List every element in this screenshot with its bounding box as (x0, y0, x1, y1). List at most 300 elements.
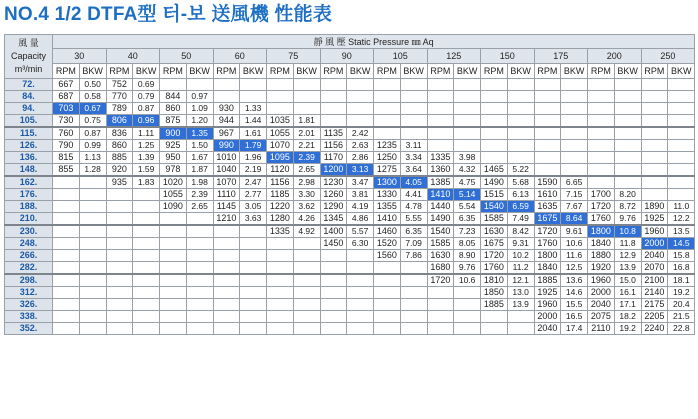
bkw-value: 17.4 (561, 323, 588, 335)
rpm-value: 950 (160, 152, 187, 164)
rpm-value (641, 152, 668, 164)
rpm-value (213, 225, 240, 238)
capacity-header-capacity: Capacity (10, 51, 46, 61)
rpm-value (641, 79, 668, 91)
bkw-value: 3.47 (347, 176, 374, 189)
bkw-value: 9.61 (561, 225, 588, 238)
bkw-value (133, 274, 160, 287)
rpm-value (53, 213, 80, 226)
capacity-value: 352. (5, 323, 53, 335)
bkw-value (347, 115, 374, 128)
rpm-value: 1490 (427, 213, 454, 226)
table-row (5, 262, 695, 275)
bkw-value: 5.57 (347, 225, 374, 238)
rpm-value: 1055 (160, 189, 187, 201)
rpm-value (481, 140, 508, 152)
rpm-value (534, 91, 561, 103)
rpm-value: 1800 (534, 250, 561, 262)
bkw-value: 4.19 (347, 201, 374, 213)
table-row (5, 201, 695, 213)
bkw-value: 7.23 (454, 225, 481, 238)
bkw-value (347, 299, 374, 311)
bkw-value: 1.13 (79, 152, 106, 164)
bkw-value: 2.65 (186, 201, 213, 213)
rpm-value (481, 152, 508, 164)
rpm-value: 2240 (641, 323, 668, 335)
table-row (5, 250, 695, 262)
rpm-value (267, 287, 294, 299)
rpm-value (267, 323, 294, 335)
rpm-value (160, 225, 187, 238)
bkw-value (133, 189, 160, 201)
bkw-value (614, 176, 641, 189)
rpm-value: 978 (160, 164, 187, 177)
bkw-value: 0.75 (79, 115, 106, 128)
bkw-value (561, 103, 588, 115)
rpm-value (588, 79, 615, 91)
capacity-header-airflow: 風 量 (18, 38, 39, 48)
bkw-value: 0.79 (133, 91, 160, 103)
bkw-value: 8.42 (507, 225, 534, 238)
rpm-value: 1450 (320, 238, 347, 250)
rpm-value (534, 79, 561, 91)
rpm-value: 875 (160, 115, 187, 128)
bkw-value (133, 250, 160, 262)
rpm-value: 1156 (320, 140, 347, 152)
rpm-value: 1235 (374, 140, 401, 152)
rpm-value (641, 189, 668, 201)
rpm-value: 1490 (481, 176, 508, 189)
bkw-value (400, 311, 427, 323)
bkw-value: 8.90 (454, 250, 481, 262)
bkw-value (133, 299, 160, 311)
bkw-value (293, 103, 320, 115)
rpm-value (213, 323, 240, 335)
bkw-value (668, 115, 695, 128)
bkw-value: 3.11 (400, 140, 427, 152)
rpm-value: 2205 (641, 311, 668, 323)
bkw-value: 2.77 (240, 189, 267, 201)
rpm-value: 1250 (374, 152, 401, 164)
bkw-value (668, 127, 695, 140)
rpm-value: 1760 (534, 238, 561, 250)
rpm-value (53, 189, 80, 201)
bkw-value (293, 91, 320, 103)
rpm-value (106, 274, 133, 287)
rpm-value: 1440 (427, 201, 454, 213)
bkw-value (186, 311, 213, 323)
bkw-value: 2.21 (293, 140, 320, 152)
rpm-value: 1885 (534, 274, 561, 287)
rpm-value: 900 (160, 127, 187, 140)
rpm-value (106, 213, 133, 226)
bkw-value (454, 79, 481, 91)
bkw-value: 1.35 (186, 127, 213, 140)
rpm-value (641, 115, 668, 128)
bkw-value: 1.67 (186, 152, 213, 164)
bkw-value: 8.64 (561, 213, 588, 226)
bkw-value: 3.30 (293, 189, 320, 201)
rpm-value: 2000 (641, 238, 668, 250)
bkw-value: 1.44 (240, 115, 267, 128)
rpm-value (160, 262, 187, 275)
rpm-value: 1630 (427, 250, 454, 262)
bkw-value (668, 176, 695, 189)
bkw-value: 8.72 (614, 201, 641, 213)
bkw-value (507, 91, 534, 103)
rpm-value: 1885 (481, 299, 508, 311)
rpm-value (427, 287, 454, 299)
rpm-value: 1040 (213, 164, 240, 177)
capacity-value: 84. (5, 91, 53, 103)
bkw-value (293, 79, 320, 91)
rpm-value (481, 103, 508, 115)
rpm-value: 925 (160, 140, 187, 152)
rpm-value (374, 299, 401, 311)
bkw-value (347, 287, 374, 299)
capacity-value: 94. (5, 103, 53, 115)
bkw-value (454, 140, 481, 152)
rpm-value (320, 262, 347, 275)
bkw-value (561, 140, 588, 152)
bkw-value: 3.05 (240, 201, 267, 213)
bkw-value: 13.9 (507, 299, 534, 311)
bkw-value: 4.26 (293, 213, 320, 226)
rpm-value: 1540 (481, 201, 508, 213)
rpm-value: 1200 (320, 164, 347, 177)
bkw-value (133, 323, 160, 335)
rpm-label: RPM (374, 64, 401, 79)
rpm-value: 1290 (320, 201, 347, 213)
bkw-value (133, 238, 160, 250)
bkw-value (614, 152, 641, 164)
rpm-value (374, 79, 401, 91)
bkw-value (79, 287, 106, 299)
bkw-value: 2.63 (347, 140, 374, 152)
rpm-value: 1095 (267, 152, 294, 164)
bkw-value: 6.35 (400, 225, 427, 238)
rpm-value: 1170 (320, 152, 347, 164)
rpm-value: 1680 (427, 262, 454, 275)
static-pressure-header: 靜 風 壓 Static Pressure ㎜ Aq (53, 35, 695, 49)
bkw-value: 15.8 (668, 250, 695, 262)
rpm-value: 2070 (641, 262, 668, 275)
bkw-value (507, 103, 534, 115)
rpm-value (320, 91, 347, 103)
rpm-value (53, 274, 80, 287)
rpm-value (53, 311, 80, 323)
bkw-value (507, 115, 534, 128)
rpm-value (427, 115, 454, 128)
bkw-value (133, 225, 160, 238)
bkw-value: 2.65 (293, 164, 320, 177)
rpm-value (213, 274, 240, 287)
bkw-label: BKW (507, 64, 534, 79)
rpm-value: 1840 (534, 262, 561, 275)
bkw-value (347, 274, 374, 287)
bkw-value (400, 323, 427, 335)
rpm-value (534, 127, 561, 140)
bkw-value: 10.6 (454, 274, 481, 287)
bkw-value (186, 323, 213, 335)
bkw-value (79, 201, 106, 213)
bkw-value: 0.97 (186, 91, 213, 103)
bkw-value (347, 103, 374, 115)
rpm-value: 1720 (481, 250, 508, 262)
pressure-header: 40 (106, 49, 160, 64)
bkw-value: 18.2 (614, 311, 641, 323)
rpm-label: RPM (267, 64, 294, 79)
bkw-value (614, 79, 641, 91)
bkw-value (561, 79, 588, 91)
rpm-value (213, 262, 240, 275)
rpm-value (588, 140, 615, 152)
bkw-value (240, 287, 267, 299)
rpm-value: 1460 (374, 225, 401, 238)
bkw-value: 10.6 (561, 238, 588, 250)
bkw-value (668, 91, 695, 103)
rpm-value: 2040 (534, 323, 561, 335)
bkw-value: 10.8 (614, 225, 641, 238)
bkw-value (347, 262, 374, 275)
rpm-value: 1145 (213, 201, 240, 213)
rpm-value (320, 299, 347, 311)
table-row (5, 103, 695, 115)
rpm-value (106, 225, 133, 238)
bkw-value (79, 176, 106, 189)
rpm-label: RPM (641, 64, 668, 79)
bkw-value (561, 152, 588, 164)
rpm-value: 1760 (588, 213, 615, 226)
bkw-value (240, 299, 267, 311)
rpm-value: 1540 (427, 225, 454, 238)
pressure-header: 175 (534, 49, 588, 64)
rpm-value: 1210 (213, 213, 240, 226)
rpm-value (427, 127, 454, 140)
bkw-value: 13.9 (614, 262, 641, 275)
rpm-value (106, 201, 133, 213)
bkw-label: BKW (293, 64, 320, 79)
table-row (5, 189, 695, 201)
rpm-value: 1840 (588, 238, 615, 250)
table-row (5, 164, 695, 177)
bkw-value: 16.8 (668, 262, 695, 275)
table-row (5, 115, 695, 128)
rpm-value (267, 311, 294, 323)
rpm-value: 1090 (160, 201, 187, 213)
rpm-value (160, 238, 187, 250)
rpm-value: 1335 (267, 225, 294, 238)
rpm-value: 752 (106, 79, 133, 91)
bkw-value: 11.0 (668, 201, 695, 213)
bkw-value: 0.67 (79, 103, 106, 115)
bkw-value: 9.76 (614, 213, 641, 226)
rpm-value: 815 (53, 152, 80, 164)
bkw-value: 13.0 (507, 287, 534, 299)
rpm-value (588, 115, 615, 128)
capacity-value: 188. (5, 201, 53, 213)
bkw-value (240, 311, 267, 323)
rpm-value: 1630 (481, 225, 508, 238)
capacity-value: 176. (5, 189, 53, 201)
rpm-value (106, 287, 133, 299)
bkw-value (293, 238, 320, 250)
capacity-value: 248. (5, 238, 53, 250)
bkw-value: 7.09 (400, 238, 427, 250)
bkw-value (668, 189, 695, 201)
rpm-value: 703 (53, 103, 80, 115)
rpm-value: 730 (53, 115, 80, 128)
rpm-value: 1465 (481, 164, 508, 177)
rpm-value (320, 115, 347, 128)
bkw-value: 10.2 (507, 250, 534, 262)
bkw-value: 3.62 (293, 201, 320, 213)
pressure-header: 90 (320, 49, 374, 64)
bkw-value (133, 213, 160, 226)
bkw-value: 6.13 (507, 189, 534, 201)
bkw-value (454, 311, 481, 323)
table-row (5, 225, 695, 238)
bkw-value (614, 127, 641, 140)
bkw-value: 3.63 (240, 213, 267, 226)
rpm-label: RPM (213, 64, 240, 79)
bkw-value: 22.8 (668, 323, 695, 335)
capacity-value: 230. (5, 225, 53, 238)
bkw-value: 2.19 (240, 164, 267, 177)
rpm-value: 836 (106, 127, 133, 140)
rpm-value (106, 299, 133, 311)
rpm-value: 1960 (534, 299, 561, 311)
rpm-value (267, 79, 294, 91)
rpm-value (53, 262, 80, 275)
rpm-value (427, 140, 454, 152)
rpm-value: 1280 (267, 213, 294, 226)
bkw-value: 4.05 (400, 176, 427, 189)
rpm-value (641, 164, 668, 177)
bkw-value (561, 164, 588, 177)
capacity-value: 326. (5, 299, 53, 311)
rpm-value: 1135 (320, 127, 347, 140)
rpm-value (588, 91, 615, 103)
bkw-value (400, 91, 427, 103)
bkw-value (293, 323, 320, 335)
rpm-value (160, 311, 187, 323)
rpm-value: 1590 (534, 176, 561, 189)
bkw-value: 15.5 (561, 299, 588, 311)
bkw-value (186, 238, 213, 250)
rpm-value (213, 299, 240, 311)
bkw-value (186, 213, 213, 226)
rpm-value: 1070 (267, 140, 294, 152)
bkw-value: 21.5 (668, 311, 695, 323)
rpm-value (53, 238, 80, 250)
rpm-value (267, 103, 294, 115)
rpm-value (374, 103, 401, 115)
rpm-value: 860 (106, 140, 133, 152)
bkw-value (400, 287, 427, 299)
bkw-value (614, 164, 641, 177)
bkw-value: 8.05 (454, 238, 481, 250)
table-row (5, 91, 695, 103)
bkw-value: 3.13 (347, 164, 374, 177)
rpm-value (213, 311, 240, 323)
bkw-value: 13.5 (668, 225, 695, 238)
bkw-value: 4.86 (347, 213, 374, 226)
rpm-value: 790 (53, 140, 80, 152)
bkw-label: BKW (240, 64, 267, 79)
table-row (5, 238, 695, 250)
rpm-value: 1335 (427, 152, 454, 164)
rpm-value: 1230 (320, 176, 347, 189)
bkw-value (507, 311, 534, 323)
bkw-label: BKW (347, 64, 374, 79)
bkw-value (186, 274, 213, 287)
rpm-label: RPM (427, 64, 454, 79)
bkw-value (293, 311, 320, 323)
rpm-label: RPM (481, 64, 508, 79)
rpm-value (160, 79, 187, 91)
rpm-value: 1185 (267, 189, 294, 201)
bkw-value (186, 79, 213, 91)
bkw-value (454, 127, 481, 140)
bkw-value: 7.15 (561, 189, 588, 201)
rpm-value (53, 323, 80, 335)
bkw-value (454, 299, 481, 311)
bkw-value (614, 140, 641, 152)
bkw-value (79, 274, 106, 287)
table-row (5, 127, 695, 140)
rpm-value: 920 (106, 164, 133, 177)
rpm-value (160, 287, 187, 299)
rpm-label: RPM (320, 64, 347, 79)
table-row (5, 176, 695, 189)
bkw-value: 4.78 (400, 201, 427, 213)
bkw-value (507, 79, 534, 91)
bkw-value: 20.4 (668, 299, 695, 311)
bkw-value (293, 299, 320, 311)
rpm-value: 1345 (320, 213, 347, 226)
rpm-value: 1410 (427, 189, 454, 201)
bkw-value: 9.76 (454, 262, 481, 275)
bkw-value (79, 262, 106, 275)
table-row (5, 274, 695, 287)
rpm-value (320, 311, 347, 323)
bkw-value (79, 311, 106, 323)
rpm-value: 1850 (481, 287, 508, 299)
capacity-value: 162. (5, 176, 53, 189)
pressure-header: 250 (641, 49, 695, 64)
rpm-value: 1610 (534, 189, 561, 201)
table-row (5, 79, 695, 91)
rpm-value: 1810 (481, 274, 508, 287)
bkw-value (400, 79, 427, 91)
bkw-value: 6.59 (507, 201, 534, 213)
page-title (4, 2, 332, 28)
rpm-value: 1355 (374, 201, 401, 213)
rpm-value: 1925 (641, 213, 668, 226)
bkw-value: 1.39 (133, 152, 160, 164)
rpm-value (641, 176, 668, 189)
rpm-value (481, 115, 508, 128)
bkw-value (79, 213, 106, 226)
bkw-value: 11.2 (507, 262, 534, 275)
bkw-value: 4.41 (400, 189, 427, 201)
bkw-label: BKW (186, 64, 213, 79)
rpm-value (641, 127, 668, 140)
bkw-value: 1.79 (240, 140, 267, 152)
bkw-value (454, 103, 481, 115)
rpm-value: 806 (106, 115, 133, 128)
